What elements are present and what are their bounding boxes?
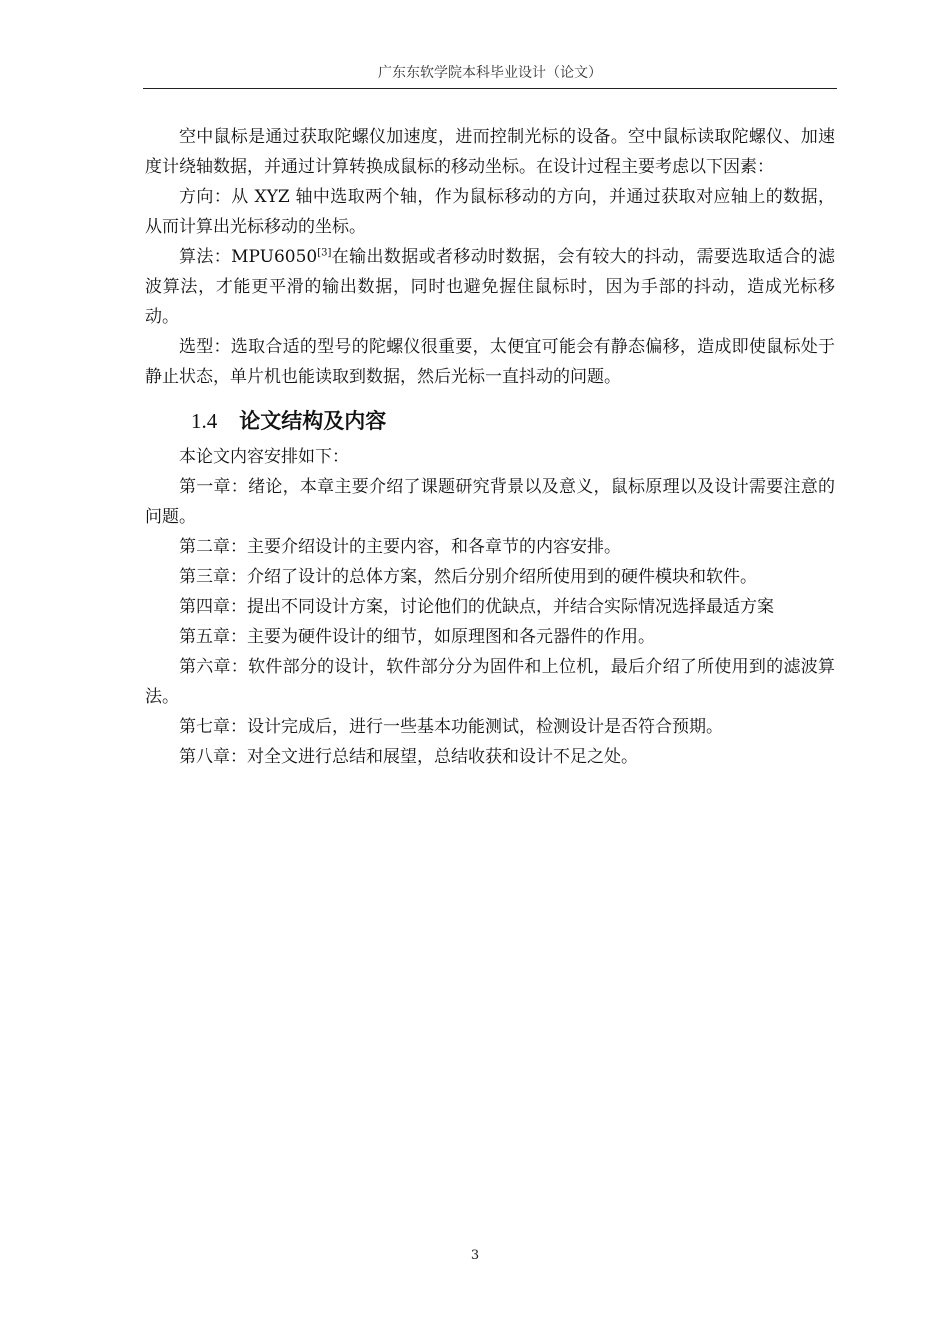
document-body (145, 122, 835, 772)
chapter-3: 第三章：介绍了设计的总体方案，然后分别介绍所使用到的硬件模块和软件。 (179, 567, 757, 587)
chapter-5: 第五章：主要为硬件设计的细节，如原理图和各元器件的作用。 (179, 627, 655, 647)
chapter-4: 第四章：提出不同设计方案，讨论他们的优缺点，并结合实际情况选择最适方案 (179, 597, 774, 617)
section-heading (145, 406, 835, 436)
paragraph-algorithm (145, 242, 835, 332)
paragraph-intro: 空中鼠标是通过获取陀螺仪加速度，进而控制光标的设备。空中鼠标读取陀螺仪、加速度计绕轴数据，并通过计算转换成鼠标的移动坐标。在设计过程主要考虑以下因素： (145, 127, 835, 177)
chapter-2: 第二章：主要介绍设计的主要内容，和各章节的内容安排。 (179, 537, 621, 557)
chapter-8: 第八章：对全文进行总结和展望，总结收获和设计不足之处。 (179, 747, 638, 767)
chapter-6: 第六章：软件部分的设计，软件部分分为固件和上位机，最后介绍了所使用到的滤波算法。 (145, 657, 835, 707)
section-title: 论文结构及内容 (239, 409, 387, 433)
chapter-7: 第七章：设计完成后，进行一些基本功能测试，检测设计是否符合预期。 (179, 717, 723, 737)
paragraph-direction: 方向：从 XYZ 轴中选取两个轴，作为鼠标移动的方向，并通过获取对应轴上的数据，从而计算出光标移动的坐标。 (145, 187, 835, 237)
chapter-1: 第一章：绪论，本章主要介绍了课题研究背景以及意义，鼠标原理以及设计需要注意的问题。 (145, 477, 835, 527)
page-number: 3 (470, 1248, 480, 1263)
chapter-intro: 本论文内容安排如下： (179, 447, 349, 467)
page-header: 广东东软学院本科毕业设计（论文） (378, 65, 602, 81)
section-number: 1.4 (191, 409, 218, 433)
algorithm-text: 在输出数据或者移动时数据，会有较大的抖动，需要选取适合的滤波算法，才能更平滑的输出数据，同时也避免握住鼠标时，因为手部的抖动，造成光标移动。 (145, 247, 835, 327)
algorithm-prefix: 算法：MPU6050 (179, 247, 318, 267)
citation-ref: [3] (317, 247, 332, 259)
paragraph-selection: 选型：选取合适的型号的陀螺仪很重要，太便宜可能会有静态偏移，造成即使鼠标处于静止状态，单片机也能读取到数据，然后光标一直抖动的问题。 (145, 337, 835, 387)
header-divider (143, 88, 837, 89)
